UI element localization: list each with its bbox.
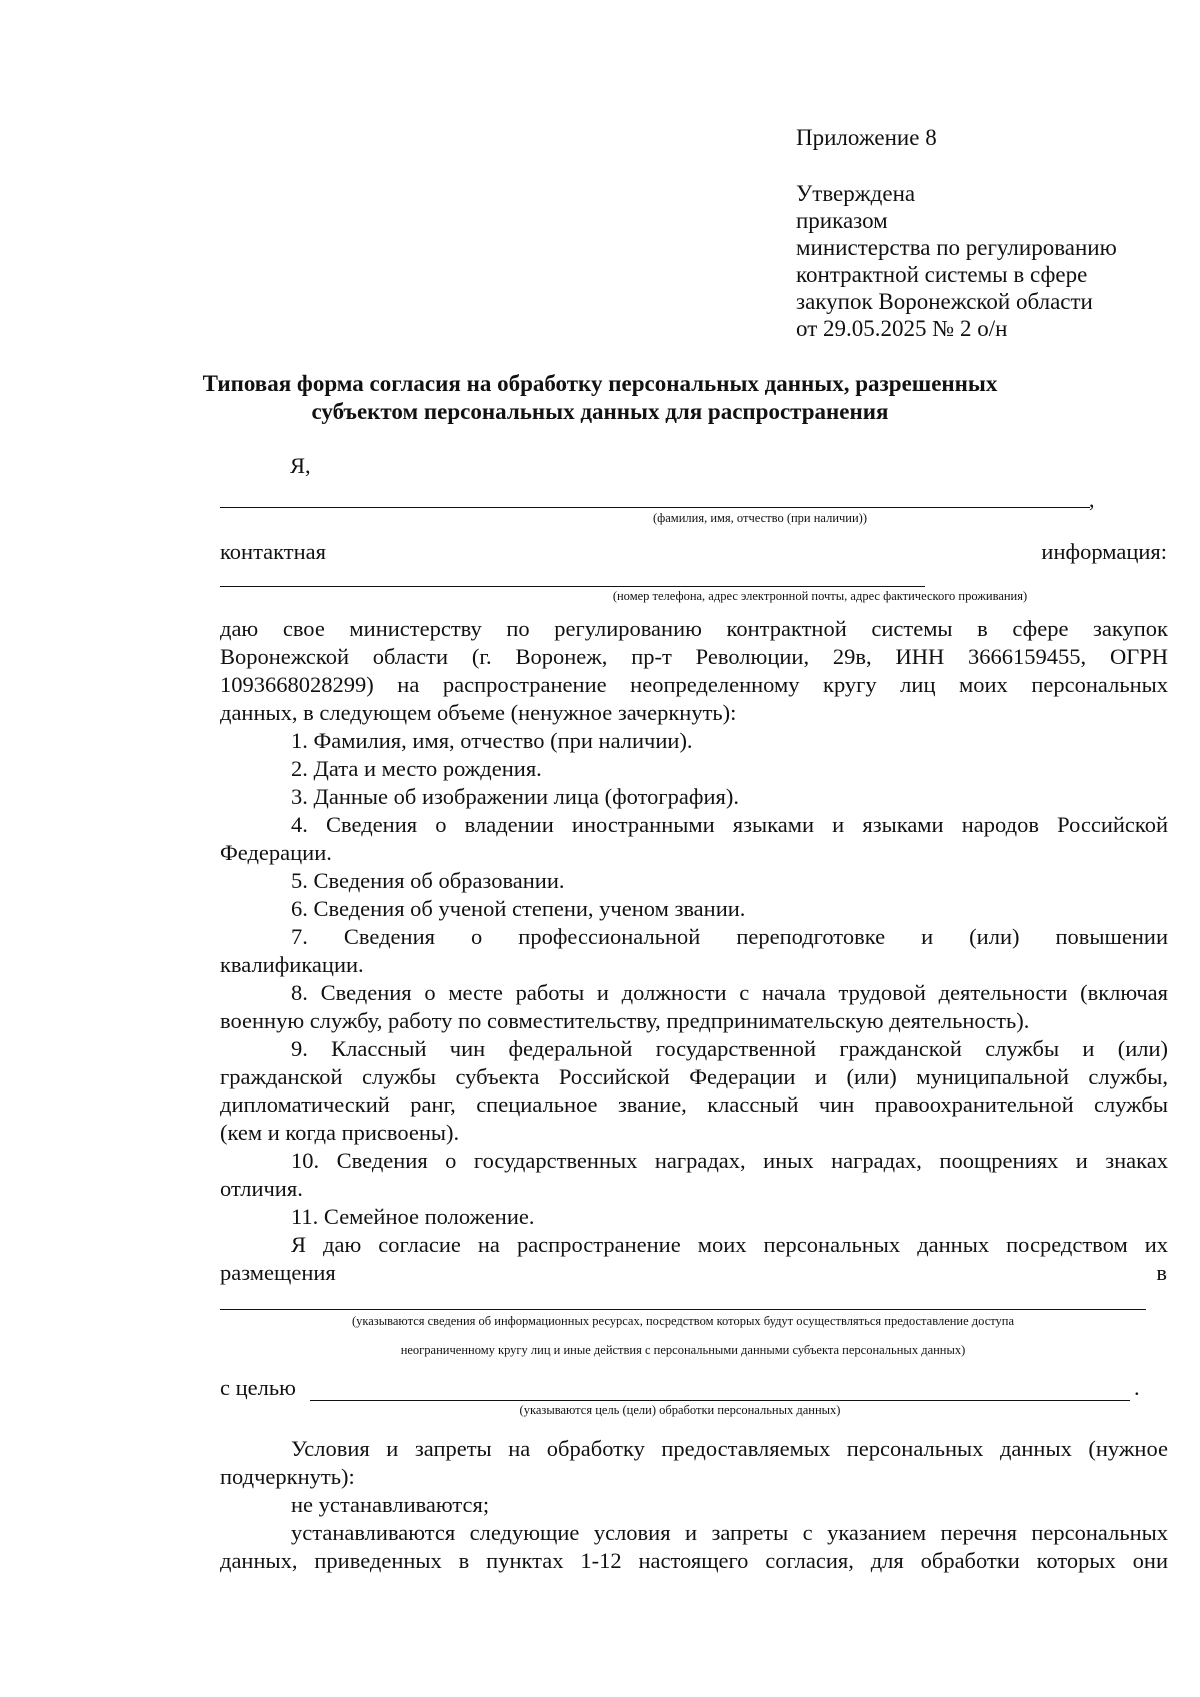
list-item: 7. Сведения о профессиональной переподготовке и (или) повышении [291, 924, 1168, 949]
resources-field-caption: неограниченному кругу лиц и иные действия с персональными данными субъекта персональных данных) [400, 1343, 966, 1357]
list-item-continued: отличия. [220, 1176, 303, 1201]
conditions-text-line: подчеркнуть): [220, 1464, 355, 1489]
resources-field-caption: (указываются сведения об информационных ресурсах, посредством которых будут осуществляться предоставление доступа [351, 1314, 1015, 1328]
list-item-continued: гражданской службы субъекта Российской Федерации и (или) муниципальной службы, [220, 1064, 1168, 1089]
list-item-continued: Федерации. [220, 840, 332, 865]
contact-label-left: контактная [220, 539, 327, 564]
name-field-line[interactable] [220, 507, 1090, 508]
list-item-continued: (кем и когда присвоены). [220, 1120, 460, 1145]
approval-line: контрактной системы в сфере [796, 262, 1088, 287]
consent-text-line: даю свое министерству по регулированию контрактной системы в сфере закупок [220, 616, 1168, 641]
condition-option: устанавливаются следующие условия и запреты с указанием перечня персональных [291, 1520, 1168, 1545]
conditions-text-line: Условия и запреты на обработку предоставляемых персональных данных (нужное [291, 1436, 1168, 1461]
purpose-end-mark: . [1134, 1375, 1140, 1400]
list-item: 4. Сведения о владении иностранными языками и языками народов Российской [291, 812, 1168, 837]
placement-text-left: размещения [220, 1260, 336, 1285]
contact-field-caption: (номер телефона, адрес электронной почты, адрес фактического проживания) [612, 589, 1028, 603]
list-item: 8. Сведения о месте работы и должности с начала трудовой деятельности (включая [291, 980, 1168, 1005]
approval-line: Утверждена [796, 181, 916, 206]
list-item: 11. Семейное положение. [291, 1204, 535, 1229]
document-title-line-1: Типовая форма согласия на обработку персональных данных, разрешенных [202, 371, 998, 396]
purpose-field-caption: (указываются цель (цели) обработки персональных данных) [519, 1403, 841, 1417]
list-item: 3. Данные об изображении лица (фотография). [291, 784, 739, 809]
list-item: 10. Сведения о государственных наградах, иных наградах, поощрениях и знаках [291, 1148, 1168, 1173]
consent-text-line: данных, в следующем объеме (ненужное зачеркнуть): [220, 700, 737, 725]
approval-line: закупок Воронежской области [796, 289, 1093, 314]
approval-line: министерства по регулированию [796, 235, 1117, 260]
appendix-label: Приложение 8 [796, 125, 937, 150]
resources-field-line[interactable] [220, 1309, 1146, 1310]
list-item: 2. Дата и место рождения. [291, 756, 542, 781]
list-item-continued: дипломатический ранг, специальное звание, классный чин правоохранительной службы [220, 1092, 1168, 1117]
list-item: 1. Фамилия, имя, отчество (при наличии). [291, 728, 693, 753]
placement-text-right: в [1156, 1260, 1167, 1285]
condition-option: не устанавливаются; [291, 1492, 490, 1517]
purpose-label: с целью [220, 1375, 296, 1400]
name-field-caption: (фамилия, имя, отчество (при наличии)) [652, 511, 867, 525]
consent-text-line: 1093668028299) на распространение неопределенному кругу лиц моих персональных [220, 672, 1168, 697]
contact-label-right: информация: [1041, 539, 1167, 564]
document-title-line-2: субъектом персональных данных для распространения [311, 399, 889, 424]
approval-line: приказом [796, 208, 888, 233]
approval-line: от 29.05.2025 № 2 о/н [796, 316, 1008, 341]
list-item-continued: военную службу, работу по совместительству, предпринимательскую деятельность). [220, 1008, 1030, 1033]
list-item-continued: квалификации. [220, 952, 364, 977]
purpose-field-line[interactable] [310, 1400, 1130, 1401]
placement-text-line: Я даю согласие на распространение моих персональных данных посредством их [291, 1232, 1168, 1257]
comma-mark: , [1089, 487, 1095, 512]
condition-option-continued: данных, приведенных в пунктах 1-12 настоящего согласия, для обработки которых они [220, 1548, 1168, 1573]
list-item: 5. Сведения об образовании. [291, 868, 565, 893]
consent-text-line: Воронежской области (г. Воронеж, пр-т Революции, 29в, ИНН 3666159455, ОГРН [220, 644, 1168, 669]
list-item: 6. Сведения об ученой степени, ученом звании. [291, 896, 746, 921]
ya-label: Я, [290, 453, 311, 478]
list-item: 9. Классный чин федеральной государственной гражданской службы и (или) [291, 1036, 1168, 1061]
contact-field-line[interactable] [220, 586, 925, 587]
